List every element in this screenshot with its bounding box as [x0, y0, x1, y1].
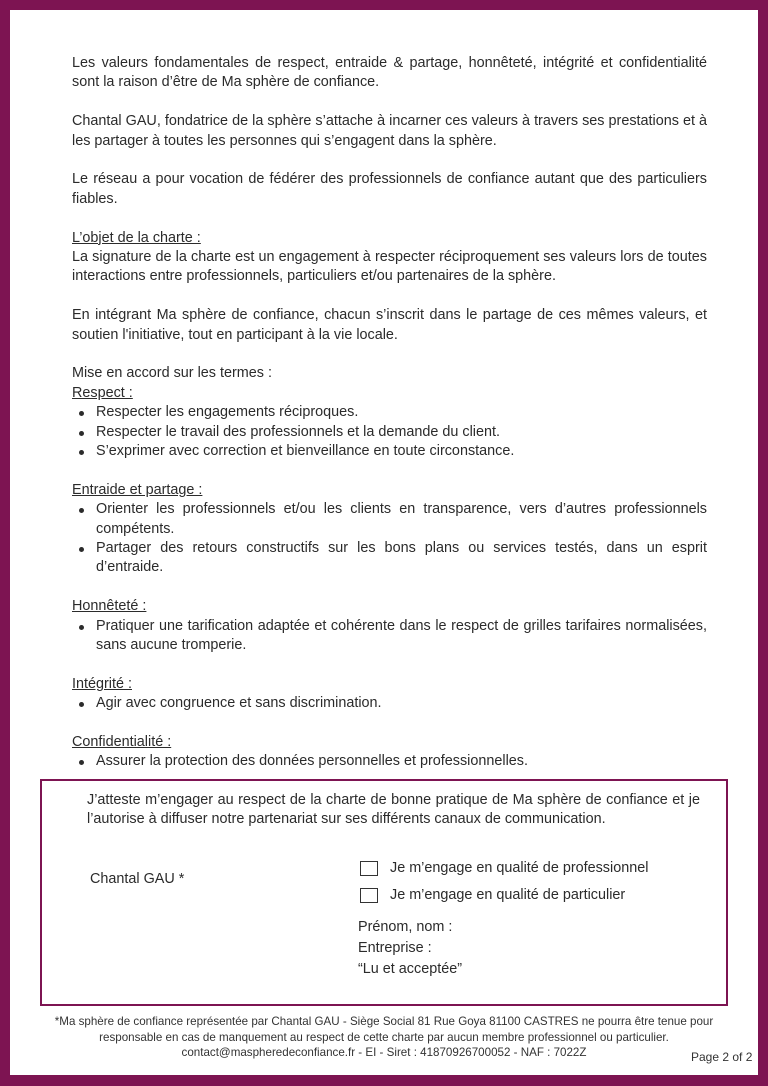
section-heading: Respect :	[72, 384, 133, 401]
bullet-list	[72, 617, 707, 656]
objet-heading: L’objet de la charte :	[72, 229, 201, 246]
section-honnetete	[72, 597, 707, 655]
bullet-list	[72, 403, 707, 461]
terms-intro: Mise en accord sur les termes :	[72, 365, 272, 382]
company-field-label: Entreprise :	[358, 940, 432, 956]
intro-paragraph: Chantal GAU, fondatrice de la sphère s’attache à incarner ces valeurs à travers ses prestations et à les partager à toutes les personnes qui s’engagent dans la sphère.	[72, 113, 707, 149]
section-heading: Entraide et partage :	[72, 481, 203, 498]
list-item: S’exprimer avec correction et bienveillance en toute circonstance.	[96, 442, 707, 461]
signature-box	[40, 779, 728, 1006]
list-item: Assurer la protection des données personnelles et professionnelles.	[96, 752, 707, 771]
section-respect	[72, 384, 707, 462]
checkbox-icon[interactable]	[360, 861, 378, 876]
bullet-list	[72, 752, 707, 771]
list-item: Pratiquer une tarification adaptée et cohérente dans le respect de grilles tarifaires normalisées, sans aucune tromperie.	[96, 617, 707, 656]
section-confidentialite	[72, 733, 707, 772]
signer-name: Chantal GAU *	[90, 871, 185, 887]
section-heading: Confidentialité :	[72, 734, 172, 751]
list-item: Respecter les engagements réciproques.	[96, 403, 707, 422]
checkbox-particulier[interactable]	[360, 887, 625, 903]
footer-line: *Ma sphère de confiance représentée par Chantal GAU - Siège Social 81 Rue Goya 81100 CASTRES ne pourra être tenue pour	[54, 1015, 714, 1028]
list-item: Agir avec congruence et sans discrimination.	[96, 694, 707, 713]
checkbox-label: Je m’engage en qualité de professionnel	[390, 860, 649, 876]
attestation-text: J’atteste m’engager au respect de la charte de bonne pratique de Ma sphère de confiance et je l’autorise à diffuser notre partenariat sur ses différents canaux de communication.	[87, 792, 700, 828]
signature-fields	[358, 917, 462, 980]
charter-body	[72, 54, 707, 791]
bullet-list	[72, 694, 707, 713]
integration-paragraph: En intégrant Ma sphère de confiance, chacun s’inscrit dans le partage de ces mêmes valeurs, et soutien l'initiative, tout en participant à la vie locale.	[72, 307, 707, 343]
checkbox-icon[interactable]	[360, 888, 378, 903]
list-item: Partager des retours constructifs sur les bons plans ou services testés, dans un esprit d’entraide.	[96, 539, 707, 578]
section-heading: Honnêteté :	[72, 598, 147, 615]
footer-contact: contact@maspheredeconfiance.fr - EI - Siret : 41870926700052 - NAF : 7022Z	[181, 1046, 587, 1059]
section-heading: Intégrité :	[72, 675, 132, 692]
footer-legal	[10, 1014, 758, 1061]
objet-section	[72, 229, 707, 287]
list-item: Orienter les professionnels et/ou les clients en transparence, vers d’autres professionnels compétents.	[96, 500, 707, 539]
document-page	[10, 10, 758, 1075]
section-entraide	[72, 481, 707, 578]
checkbox-professionnel[interactable]	[360, 860, 648, 876]
intro-paragraph: Les valeurs fondamentales de respect, entraide & partage, honnêteté, intégrité et confidentialité sont la raison d’être de Ma sphère de confiance.	[72, 55, 707, 91]
bullet-list	[72, 500, 707, 578]
section-integrite	[72, 675, 707, 714]
checkbox-label: Je m’engage en qualité de particulier	[390, 887, 626, 903]
footer-line: responsable en cas de manquement au respect de cette charte par aucun membre professionnel ou particulier.	[99, 1030, 669, 1044]
intro-paragraph: Le réseau a pour vocation de fédérer des professionnels de confiance autant que des particuliers fiables.	[72, 171, 707, 207]
list-item: Respecter le travail des professionnels et la demande du client.	[96, 423, 707, 442]
name-field-label: Prénom, nom :	[358, 919, 453, 935]
read-accepted-label: “Lu et acceptée”	[358, 961, 462, 977]
objet-text: La signature de la charte est un engagement à respecter réciproquement ses valeurs lors de toutes interactions entre professionnels, particuliers et/ou partenaires de la sphère.	[72, 249, 707, 285]
page-number: Page 2 of 2	[691, 1050, 753, 1064]
